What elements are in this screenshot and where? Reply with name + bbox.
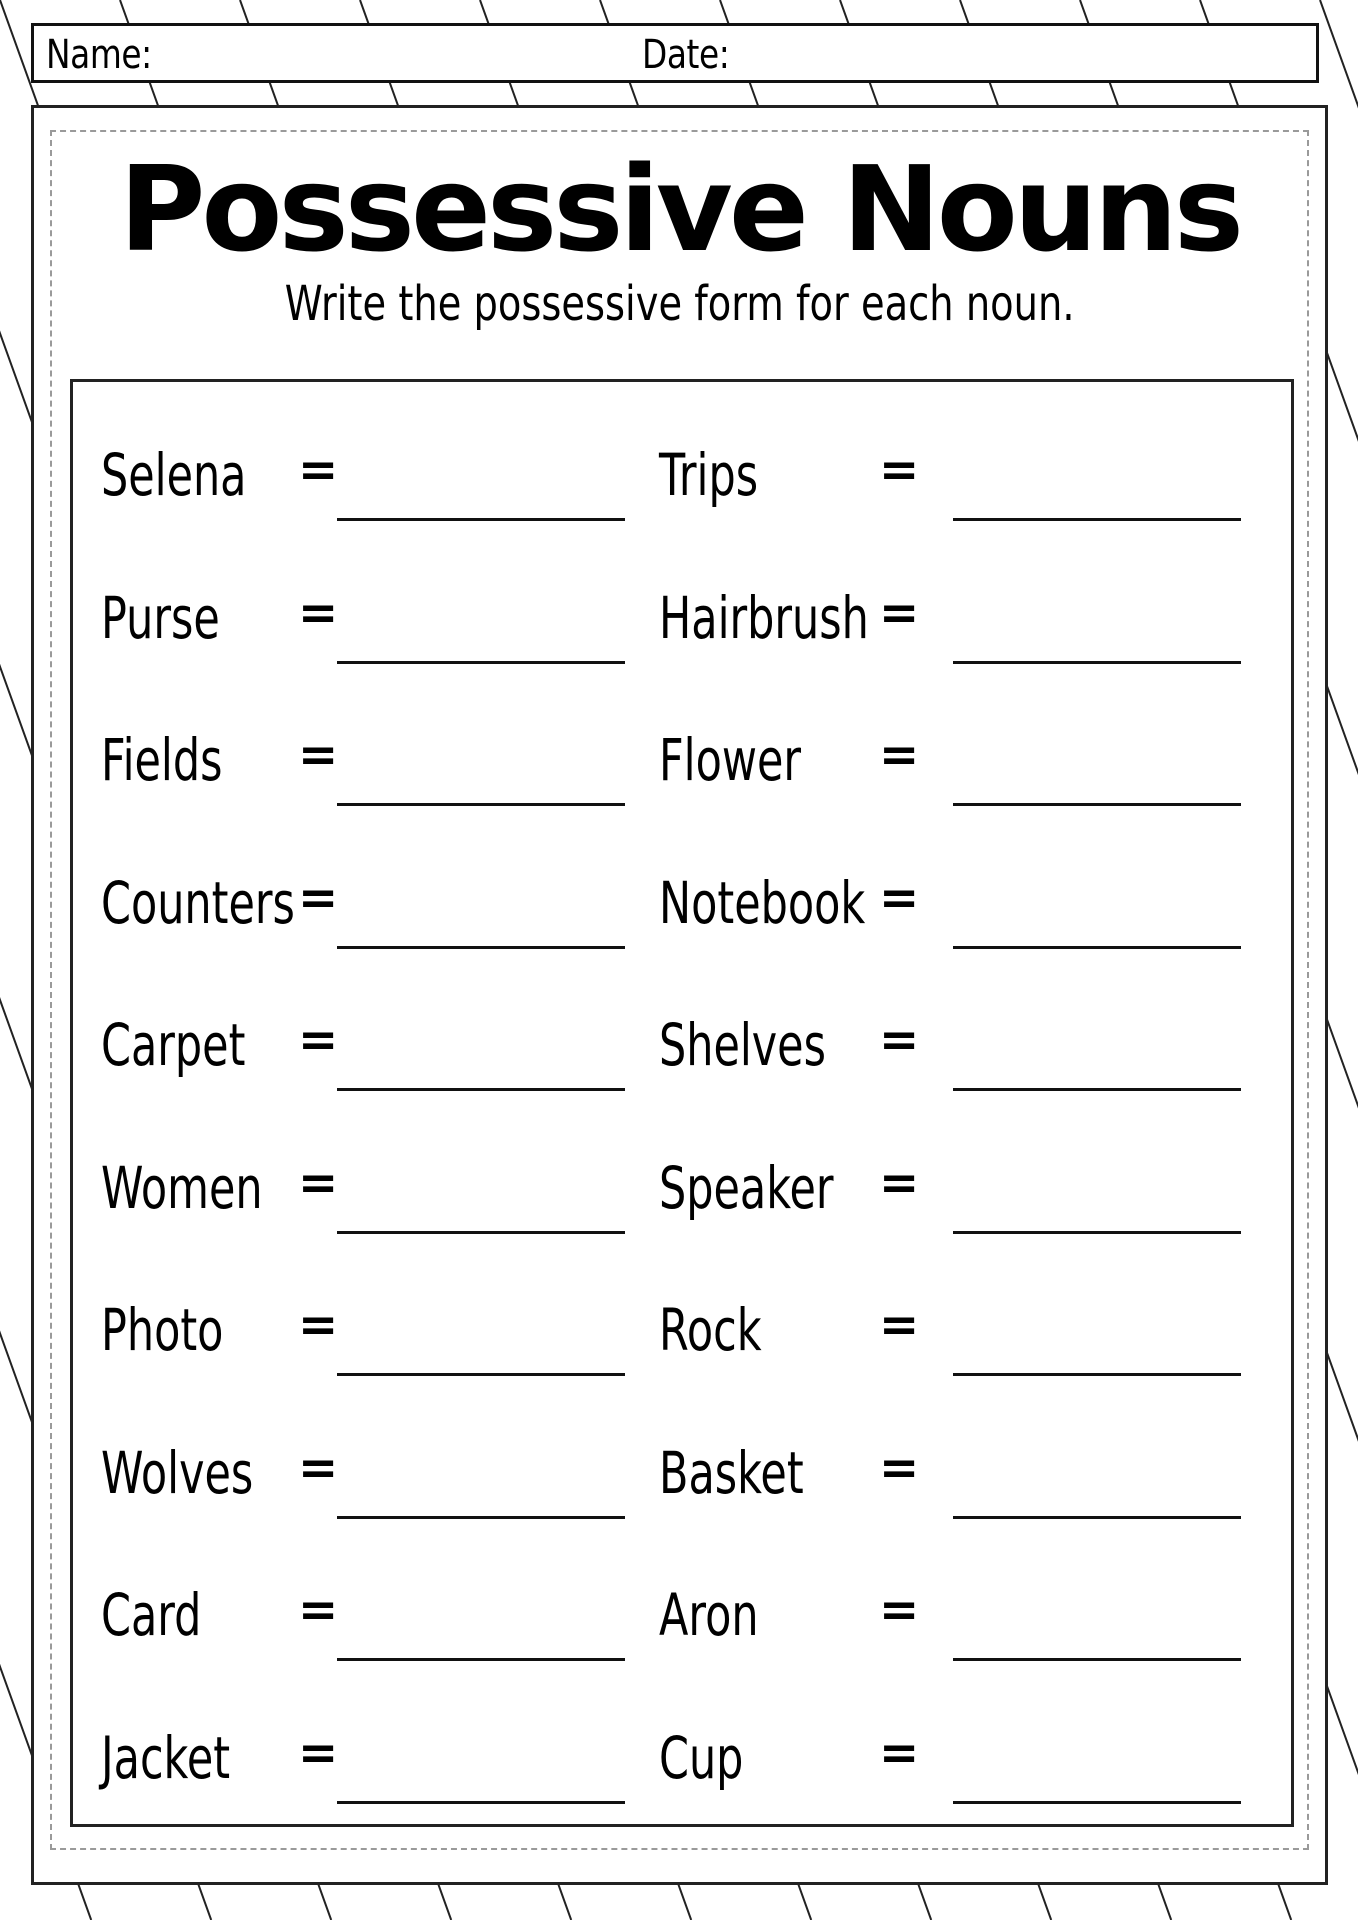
noun-word: Carpet xyxy=(101,1011,246,1079)
equals-sign: = xyxy=(298,1439,339,1496)
equals-sign: = xyxy=(879,1154,920,1211)
answer-blank-line[interactable] xyxy=(337,1801,625,1804)
noun-row xyxy=(659,561,1279,661)
noun-word: Jacket xyxy=(101,1723,231,1792)
noun-row xyxy=(73,988,653,1088)
noun-word: Selena xyxy=(101,441,247,509)
answer-blank-line[interactable] xyxy=(953,661,1241,664)
page-title: Possessive Nouns xyxy=(118,140,1241,278)
equals-sign: = xyxy=(879,584,920,641)
answer-blank-line[interactable] xyxy=(337,1088,625,1091)
answer-blank-line[interactable] xyxy=(953,1658,1241,1661)
noun-word: Purse xyxy=(101,583,220,652)
answer-blank-line[interactable] xyxy=(953,1516,1241,1519)
noun-row xyxy=(659,846,1279,946)
noun-word: Fields xyxy=(101,726,223,794)
answer-blank-line[interactable] xyxy=(953,803,1241,806)
equals-sign: = xyxy=(879,1724,920,1781)
equals-sign: = xyxy=(298,1582,339,1638)
answer-blank-line[interactable] xyxy=(337,1516,625,1519)
noun-word: Hairbrush xyxy=(659,583,869,652)
equals-sign: = xyxy=(879,869,920,926)
noun-word: Speaker xyxy=(659,1153,834,1222)
noun-row xyxy=(659,1701,1279,1801)
noun-word: Trips xyxy=(659,441,759,509)
equals-sign: = xyxy=(879,442,920,498)
answer-blank-line[interactable] xyxy=(337,661,625,664)
equals-sign: = xyxy=(298,442,339,498)
name-label: Name: xyxy=(46,32,152,78)
noun-row xyxy=(659,1131,1279,1231)
equals-sign: = xyxy=(879,1012,920,1068)
equals-sign: = xyxy=(298,727,339,783)
noun-word: Basket xyxy=(659,1438,804,1507)
instructions xyxy=(34,276,1325,332)
equals-sign: = xyxy=(298,1154,339,1211)
noun-word: Flower xyxy=(659,726,802,794)
noun-word: Cup xyxy=(659,1723,744,1792)
answer-blank-line[interactable] xyxy=(953,1373,1241,1376)
exercise-box xyxy=(70,379,1294,1827)
equals-sign: = xyxy=(298,1724,339,1781)
instructions-text: Write the possessive form for each noun. xyxy=(284,276,1075,332)
name-date-bar xyxy=(31,23,1319,83)
noun-row xyxy=(73,1701,653,1801)
answer-blank-line[interactable] xyxy=(953,518,1241,521)
noun-row xyxy=(73,561,653,661)
noun-row xyxy=(659,1273,1279,1373)
worksheet-card xyxy=(31,105,1328,1885)
noun-word: Notebook xyxy=(659,868,866,937)
noun-word: Shelves xyxy=(659,1011,826,1079)
noun-word: Wolves xyxy=(101,1438,254,1507)
answer-blank-line[interactable] xyxy=(337,1373,625,1376)
equals-sign: = xyxy=(879,1439,920,1496)
noun-word: Aron xyxy=(659,1581,759,1649)
equals-sign: = xyxy=(879,1582,920,1638)
noun-row xyxy=(659,418,1279,518)
equals-sign: = xyxy=(879,1297,920,1353)
noun-word: Rock xyxy=(659,1296,762,1364)
equals-sign: = xyxy=(298,1012,339,1068)
noun-row xyxy=(73,703,653,803)
answer-blank-line[interactable] xyxy=(953,1801,1241,1804)
equals-sign: = xyxy=(298,584,339,641)
date-label: Date: xyxy=(642,32,730,78)
noun-word: Photo xyxy=(101,1296,224,1364)
equals-sign: = xyxy=(298,869,339,926)
answer-blank-line[interactable] xyxy=(337,518,625,521)
answer-blank-line[interactable] xyxy=(337,1658,625,1661)
equals-sign: = xyxy=(879,727,920,783)
noun-word: Women xyxy=(101,1153,263,1222)
answer-blank-line[interactable] xyxy=(953,1231,1241,1234)
answer-blank-line[interactable] xyxy=(337,1231,625,1234)
noun-row xyxy=(73,846,653,946)
answer-blank-line[interactable] xyxy=(337,803,625,806)
noun-row xyxy=(659,703,1279,803)
noun-row xyxy=(73,1273,653,1373)
equals-sign: = xyxy=(298,1297,339,1353)
noun-row xyxy=(73,1416,653,1516)
noun-row xyxy=(659,988,1279,1088)
noun-row xyxy=(659,1558,1279,1658)
noun-row xyxy=(659,1416,1279,1516)
answer-blank-line[interactable] xyxy=(953,946,1241,949)
noun-word: Counters xyxy=(101,868,295,937)
noun-row xyxy=(73,1131,653,1231)
noun-row xyxy=(73,1558,653,1658)
answer-blank-line[interactable] xyxy=(337,946,625,949)
noun-row xyxy=(73,418,653,518)
noun-word: Card xyxy=(101,1581,202,1649)
answer-blank-line[interactable] xyxy=(953,1088,1241,1091)
